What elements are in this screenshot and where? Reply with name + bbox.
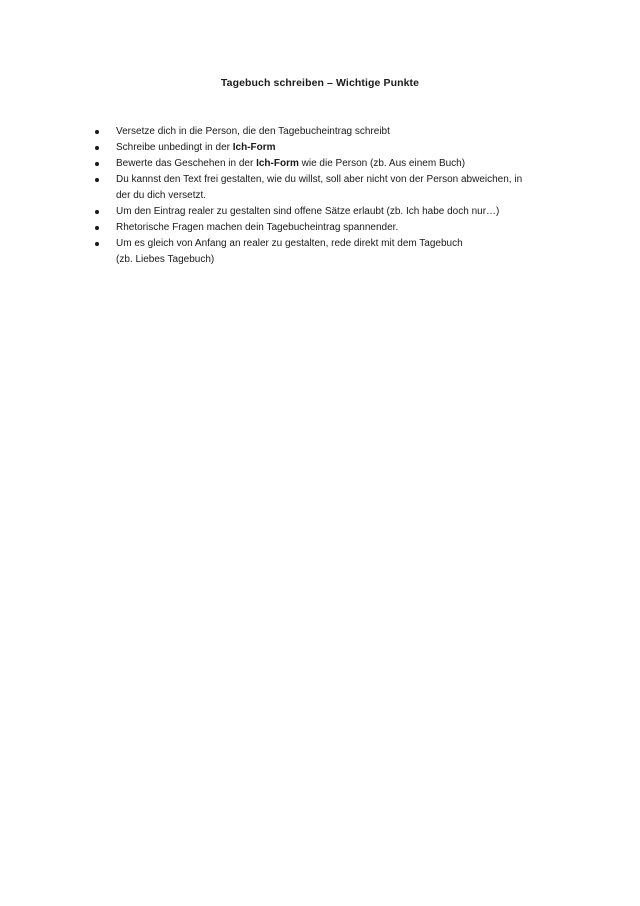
bullet-dot-icon <box>95 146 99 150</box>
list-item <box>93 220 563 236</box>
list-item <box>93 156 563 172</box>
document-title: Tagebuch schreiben – Wichtige Punkte <box>220 77 420 89</box>
list-item-line <box>116 204 563 220</box>
text-segment: Rhetorische Fragen machen dein Tagebucheintrag spannender. <box>116 222 399 233</box>
list-item-line <box>116 188 563 204</box>
text-segment: Um den Eintrag realer zu gestalten sind offene Sätze erlaubt (zb. Ich habe doch nur…) <box>116 206 500 217</box>
text-segment: der du dich versetzt. <box>116 190 207 201</box>
text-segment: Bewerte das Geschehen in der <box>116 158 257 169</box>
bullet-dot-icon <box>95 130 99 134</box>
list-item <box>93 172 563 204</box>
text-segment: Versetze dich in die Person, die den Tagebucheintrag schreibt <box>116 126 390 137</box>
list-item <box>93 236 563 268</box>
text-segment: wie die Person (zb. Aus einem Buch) <box>298 158 466 169</box>
list-item-line <box>116 140 563 156</box>
text-segment: Du kannst den Text frei gestalten, wie du willst, soll aber nicht von der Person abweichen, in <box>116 174 523 185</box>
bullet-dot-icon <box>95 242 99 246</box>
bullet-dot-icon <box>95 210 99 214</box>
bullet-list <box>93 124 563 268</box>
emphasis-text: Ich-Form <box>256 158 299 169</box>
list-item-line <box>116 156 563 172</box>
list-item <box>93 204 563 220</box>
bullet-dot-icon <box>95 226 99 230</box>
list-item-line <box>116 252 563 268</box>
list-item-line <box>116 124 563 140</box>
text-segment: Um es gleich von Anfang an realer zu gestalten, rede direkt mit dem Tagebuch <box>116 238 463 249</box>
emphasis-text: Ich-Form <box>232 142 276 153</box>
list-item <box>93 140 563 156</box>
list-item <box>93 124 563 140</box>
text-segment: (zb. Liebes Tagebuch) <box>116 254 215 265</box>
text-segment: Schreibe unbedingt in der <box>116 142 233 153</box>
bullet-dot-icon <box>95 178 99 182</box>
list-item-line <box>116 220 563 236</box>
bullet-dot-icon <box>95 162 99 166</box>
list-item-line <box>116 172 563 188</box>
list-item-line <box>116 236 563 252</box>
